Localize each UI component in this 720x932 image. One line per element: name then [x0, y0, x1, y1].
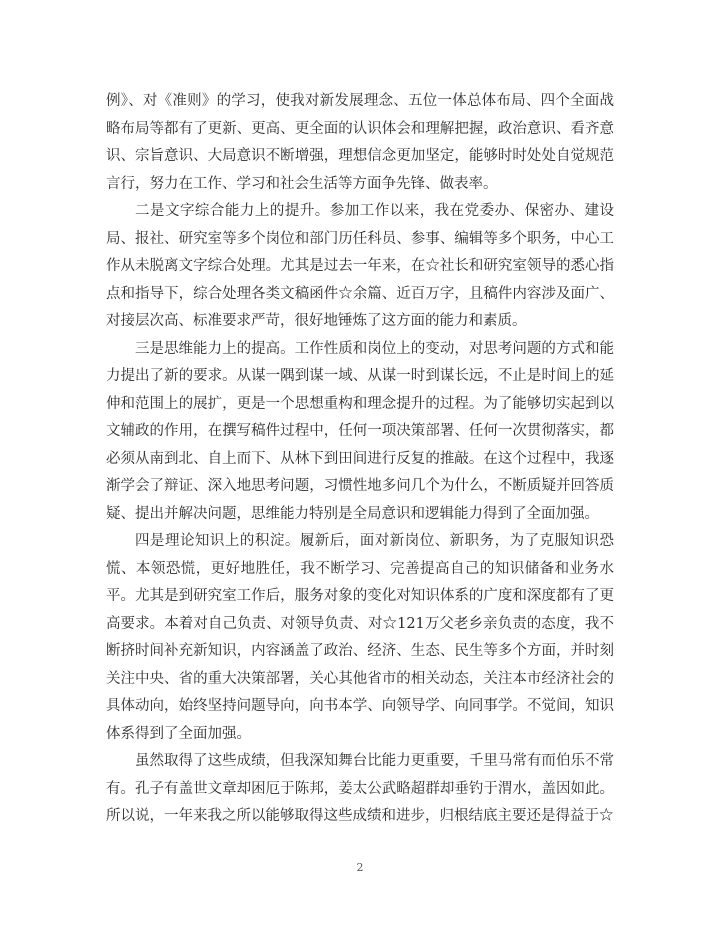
paragraph-writing-ability: 二是文字综合能力上的提升。参加工作以来，我在党委办、保密办、建设局、报社、研究室等多个岗位和部门历任科员、参事、编辑等多个职务，中心工作从未脱离文字综合处理。尤其是过去一年来，在☆社长和研究室领导的悉心指点和指导下，综合处理各类文稿函件☆余篇、近百万字，且稿件内容涉及面广、对接层次高、标准要求严苛，很好地锤炼了这方面的能力和素质。 — [106, 203, 614, 329]
page-number: 2 — [356, 861, 364, 874]
body-text — [106, 88, 614, 831]
paragraph-thinking-ability: 三是思维能力上的提高。工作性质和岗位上的变动，对思考问题的方式和能力提出了新的要求。从谋一隅到谋一域、从谋一时到谋长远，不止是时间上的延伸和范围上的展扩，更是一个思想重构和理念提升的过程。为了能够切实起到以文辅政的作用，在撰写稿件过程中，任何一项决策部署、任何一次贯彻落实，都必须从南到北、自上而下、从林下到田间进行反复的推敲。在这个过程中，我逐渐学会了辩证、深入地思考问题，习惯性地多问几个为什么，不断质疑并回答质疑、提出并解决问题，思维能力特别是全局意识和逻辑能力得到了全面加强。 — [106, 340, 614, 522]
paragraph-continuation: 例》、对《准则》的学习，使我对新发展理念、五位一体总体布局、四个全面战略布局等都有了更新、更高、更全面的认识体会和理解把握，政治意识、看齐意识、宗旨意识、大局意识不断增强，理想信念更加坚定，能够时时处处自觉规范言行，努力在工作、学习和社会生活等方面争先锋、做表率。 — [106, 93, 614, 192]
paragraph-conclusion: 虽然取得了这些成绩，但我深知舞台比能力更重要，千里马常有而伯乐不常有。孔子有盖世文章却困厄于陈邦，姜太公武略超群却垂钓于渭水，盖因如此。所以说，一年来我之所以能够取得这些成绩和进步，归根结底主要还是得益于☆ — [106, 753, 614, 824]
paragraph-theory-knowledge: 四是理论知识上的积淀。履新后，面对新岗位、新职务，为了克服知识恐慌、本领恐慌，更好地胜任，我不断学习、完善提高自己的知识储备和业务水平。尤其是到研究室工作后，服务对象的变化对知识体系的广度和深度都有了更高要求。本着对自己负责、对领导负责、对☆121万父老乡亲负责的态度，我不断挤时间补充新知识，内容涵盖了政治、经济、生态、民生等多个方面，并时刻关注中央、省的重大决策部署，关心其他省市的相关动态，关注本市经济社会的具体动向，始终坚持问题导向，向书本学、向领导学、向同事学。不觉间，知识体系得到了全面加强。 — [106, 533, 614, 742]
